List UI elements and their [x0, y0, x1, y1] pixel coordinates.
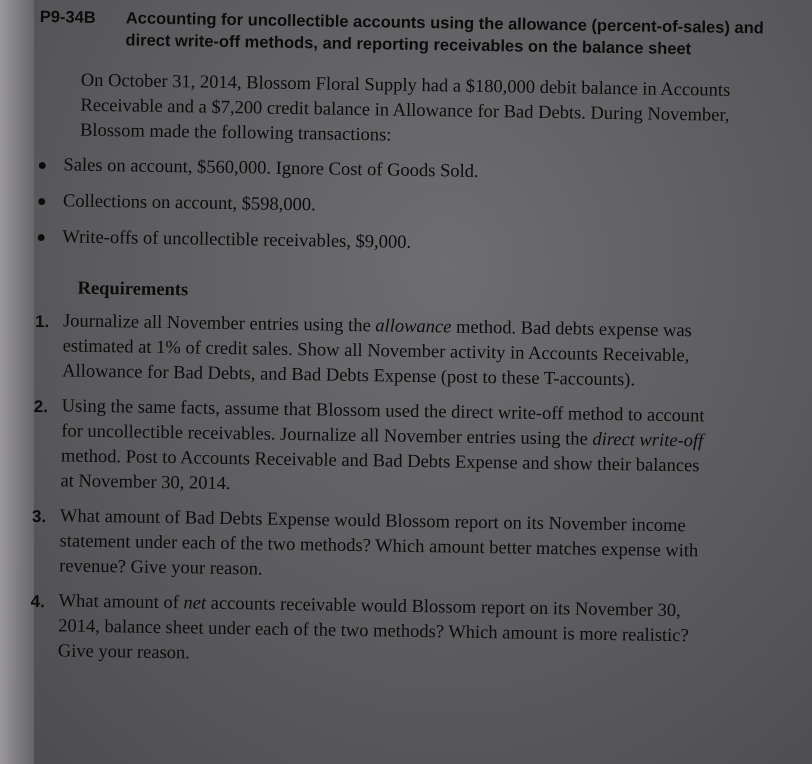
- requirement-text-part: What amount of: [58, 591, 184, 614]
- transaction-item: [37, 153, 717, 189]
- requirement-number: 4.: [30, 591, 45, 612]
- requirement-item: [31, 504, 712, 590]
- transaction-text: Collections on account, $598,000.: [62, 191, 316, 216]
- requirement-text: [59, 504, 712, 589]
- requirement-text-part: Using the same facts, assume that Blossom used the direct write-off method to account for uncollectible receivables. Journalize all November entries using the: [61, 396, 705, 450]
- problem-intro: On October 31, 2014, Blossom Floral Supply had a $180,000 debit balance in Accounts Receivable and a $7,200 credit balance in Allowance for Bad Debts. During November, Blossom made the following transactions:: [79, 70, 731, 146]
- requirements-heading: Requirements: [77, 278, 189, 301]
- problem-title: Accounting for uncollectible accounts using the allowance (percent-of-sales) and direct write-off methods, and reporting receivables on the balance sheet: [125, 9, 764, 59]
- requirement-number: 2.: [33, 396, 49, 417]
- requirement-text: [62, 309, 715, 394]
- requirement-item: [34, 309, 715, 395]
- transaction-text: Sales on account, $560,000. Ignore Cost of Goods Sold.: [63, 155, 479, 182]
- requirements-list: [30, 309, 715, 675]
- bullet-icon: ●: [36, 228, 47, 247]
- transaction-item: [36, 225, 716, 261]
- transaction-text: Write-offs of uncollectible receivables, $9,000.: [62, 227, 412, 253]
- requirement-text: [60, 394, 713, 504]
- requirement-text-part: Journalize all November entries using the: [62, 311, 376, 337]
- requirement-item: [30, 589, 711, 675]
- transaction-list: [36, 153, 717, 261]
- requirement-number: 3.: [31, 506, 47, 527]
- requirement-text-part: method. Bad debts expense was estimated at 1% of credit sales. Show all November activity in Accounts Receivable, Allowance for Bad Debts, and Bad Debts Expense (post to these T-accounts).: [62, 317, 692, 391]
- transaction-item: [37, 189, 717, 225]
- bullet-icon: ●: [37, 156, 48, 175]
- requirement-emphasis: allowance: [375, 316, 452, 338]
- problem-number: P9-34B: [39, 7, 96, 27]
- requirement-text: [58, 589, 711, 674]
- requirement-text-part: What amount of Bad Debts Expense would Blossom report on its November income statement under each of the two methods? Which amount better matches expense with revenue? Give your reason.: [59, 506, 699, 580]
- requirement-text-part: accounts receivable would Blossom report on its November 30, 2014, balance sheet under each of the two methods? Which amount is more realistic? Give your reason.: [57, 593, 689, 664]
- requirement-number: 1.: [34, 311, 50, 332]
- bullet-icon: ●: [36, 192, 47, 211]
- problem-header: [39, 6, 795, 62]
- problem-content: [30, 6, 795, 686]
- requirement-emphasis: direct write-off: [592, 429, 704, 452]
- requirement-text-part: method. Post to Accounts Receivable and Bad Debts Expense and show their balances at November 30, 2014.: [60, 446, 700, 495]
- requirement-item: [32, 394, 713, 505]
- requirement-emphasis: net: [183, 593, 207, 614]
